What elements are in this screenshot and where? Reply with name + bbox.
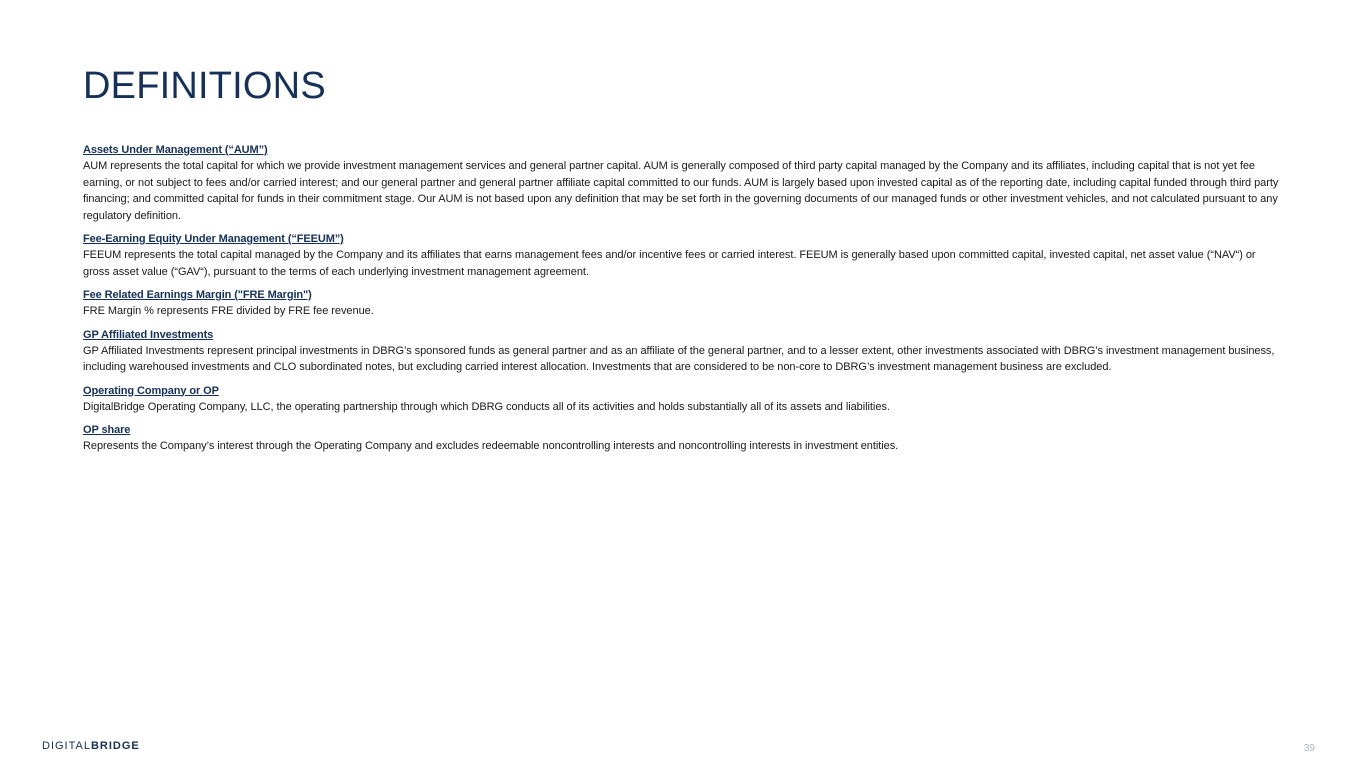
definition-term: Operating Company or OP (83, 384, 219, 397)
definition-description: FEEUM represents the total capital managed by the Company and its affiliates that earns management fees and/or incentive fees or carried interest. FEEUM is generally based upon committed capital, invested capital, net asset value (“NAV“) or gross asset value (“GAV“), pursuant to the terms of each underlying investment management agreement. (83, 249, 1256, 278)
definition-term: Assets Under Management (“AUM”) (83, 144, 268, 156)
definition-aum (83, 142, 1283, 224)
definition-description: DigitalBridge Operating Company, LLC, the operating partnership through which DBRG conducts all of its activities and holds substantially all of its assets and liabilities. (83, 400, 890, 413)
definition-term: Fee-Earning Equity Under Management (“FEEUM”) (83, 233, 344, 245)
page-title: DEFINITIONS (83, 65, 326, 107)
definition-feeum (83, 231, 1283, 280)
definition-term: OP share (83, 424, 131, 436)
logo-part-bridge: BRIDGE (90, 740, 140, 752)
definition-term: Fee Related Earnings Margin ("FRE Margin") (83, 289, 312, 301)
definition-gp-affiliated-investments (83, 327, 1283, 376)
definition-op-share (83, 422, 1283, 455)
definition-description: Represents the Company’s interest through the Operating Company and excludes redeemable noncontrolling interests and noncontrolling interests in investment entities. (83, 440, 899, 452)
definition-operating-company (83, 383, 1283, 416)
definition-description: FRE Margin % represents FRE divided by FRE fee revenue. (83, 305, 374, 317)
definitions-list (83, 142, 1283, 462)
definition-fre-margin (83, 287, 1283, 320)
definition-description: AUM represents the total capital for which we provide investment management services and general partner capital. AUM is generally composed of third party capital managed by the Company and its affiliates, including capital that is not yet fee earning, or not subject to fees and/or carried interest; and our general partner and general partner affiliate capital committed to our funds. AUM is largely based upon invested capital as of the reporting date, including capital funded through third party financing; and committed capital for funds in their commitment stage. Our AUM is not based upon any definition that may be set forth in the governing documents of our managed funds or other investment vehicles, and not calculated pursuant to any regulatory definition. (83, 160, 1279, 222)
definition-term: GP Affiliated Investments (83, 328, 214, 341)
digitalbridge-logo (42, 739, 140, 753)
page-number: 39 (1303, 743, 1315, 754)
definition-description: GP Affiliated Investments represent principal investments in DBRG’s sponsored funds as general partner and as an affiliate of the general partner, and to a lesser extent, other investments associated with DBRG’s investment management business, including warehoused investments and CLO subordinated notes, but excluding carried interest allocation. Investments that are considered to be non-core to DBRG’s investment management business are excluded. (83, 344, 1275, 373)
logo-part-digital: DIGITAL (42, 740, 91, 752)
